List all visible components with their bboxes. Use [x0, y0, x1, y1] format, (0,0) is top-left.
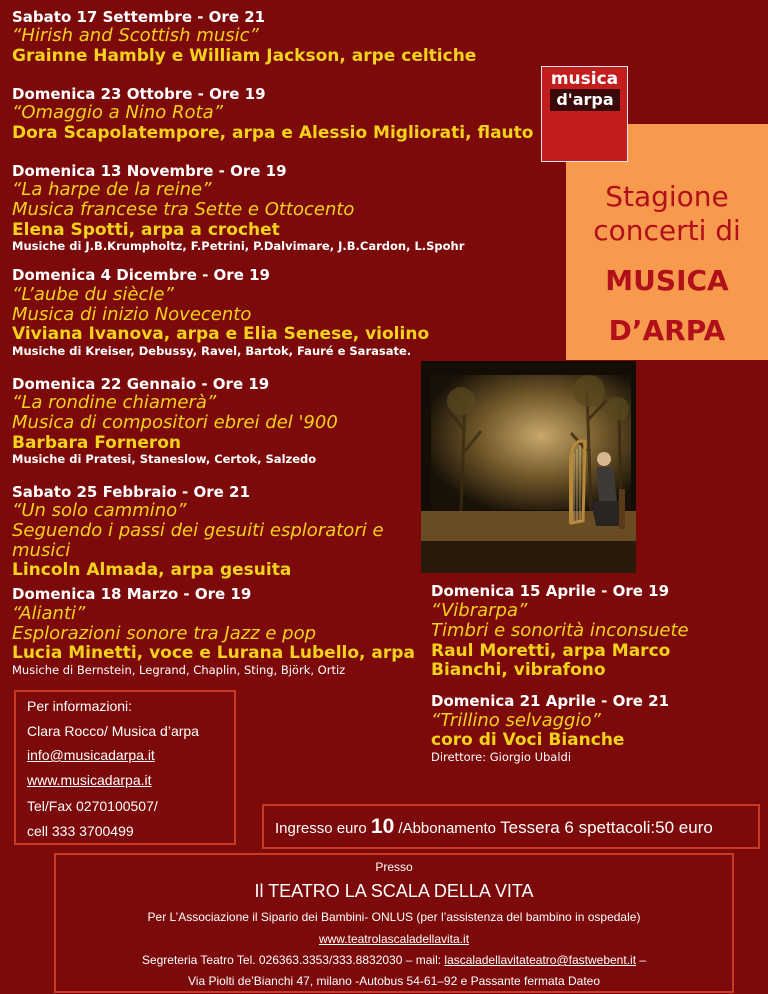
info-heading: Per informazioni:	[27, 698, 133, 714]
event-title: “La harpe de la reine”	[12, 179, 212, 200]
price-text-c: /Abbonamento	[394, 820, 501, 837]
event-title: “Vibrarpa”	[431, 600, 528, 621]
price-text-d: Tessera 6 spettacoli:	[500, 818, 656, 837]
price-text-a: Ingresso euro	[275, 820, 371, 837]
event-subtitle: Timbri e sonorità inconsuete	[431, 620, 689, 641]
event-title: “Alianti”	[12, 603, 86, 624]
venue-secretary-text: Segreteria Teatro Tel. 026363.3353/333.8832030 – mail:	[141, 953, 445, 967]
event-notes: Musiche di J.B.Krumpholtz, F.Petrini, P.Dalvimare, J.B.Cardon, L.Spohr	[12, 239, 465, 253]
event-performers: coro di Voci Bianche	[431, 730, 625, 750]
info-email-link[interactable]: info@musicadarpa.it	[27, 747, 155, 763]
event-title: “Hirish and Scottish music”	[12, 25, 259, 46]
price-subscription-value: 50	[655, 818, 675, 837]
event-notes: Musiche di Pratesi, Staneslow, Certok, Salzedo	[12, 452, 317, 466]
event-title: “La rondine chiamerà”	[12, 392, 217, 413]
event-date: Sabato 25 Febbraio - Ore 21	[12, 483, 250, 501]
price-text-f: euro	[674, 818, 713, 837]
logo-line-1: musica	[542, 69, 627, 89]
event-performers: Lincoln Almada, arpa gesuita	[12, 560, 292, 580]
event-subtitle: Musica francese tra Sette e Ottocento	[12, 199, 355, 220]
info-website-link[interactable]: www.musicadarpa.it	[27, 772, 152, 788]
event-date: Domenica 4 Dicembre - Ore 19	[12, 266, 270, 284]
price-ticket-value: 10	[370, 815, 395, 838]
info-phone: Tel/Fax 0270100507/	[27, 798, 158, 814]
event-performers: Viviana Ivanova, arpa e Elia Senese, violino	[12, 324, 430, 344]
event-date: Domenica 23 Ottobre - Ore 19	[12, 85, 266, 103]
venue-secretary	[54, 953, 734, 967]
harpist-photo	[421, 361, 636, 573]
logo-line-2: d'arpa	[550, 89, 620, 111]
event-title: “Un solo cammino”	[12, 500, 187, 521]
event-date: Domenica 15 Aprile - Ore 19	[431, 582, 670, 600]
season-line-4: D’ARPA	[608, 314, 726, 347]
info-contact: Clara Rocco/ Musica d’arpa	[27, 723, 199, 739]
event-subtitle: Musica di inizio Novecento	[12, 304, 252, 325]
event-title: “Omaggio a Nino Rota”	[12, 102, 223, 123]
event-subtitle-cont: musici	[12, 540, 71, 561]
event-date: Sabato 17 Settembre - Ore 21	[12, 8, 266, 26]
event-date: Domenica 22 Gennaio - Ore 19	[12, 375, 270, 393]
musica-darpa-logo	[541, 66, 628, 162]
harpist-stage-image	[421, 361, 636, 573]
event-notes: Musiche di Kreiser, Debussy, Ravel, Bartok, Fauré e Sarasate.	[12, 344, 412, 358]
info-cell: cell 333 3700499	[27, 823, 134, 839]
venue-presso: Presso	[375, 860, 413, 874]
event-date: Domenica 21 Aprile - Ore 21	[431, 692, 670, 710]
venue-website-link[interactable]: www.teatrolascaladellavita.it	[318, 932, 470, 946]
event-subtitle: Esplorazioni sonore tra Jazz e pop	[12, 623, 317, 644]
event-date: Domenica 18 Marzo - Ore 19	[12, 585, 252, 603]
event-performers: Grainne Hambly e William Jackson, arpe celtiche	[12, 46, 477, 66]
event-performers: Raul Moretti, arpa Marco	[431, 641, 671, 661]
event-notes: Direttore: Giorgio Ubaldi	[431, 750, 572, 764]
event-title: “L’aube du siècle”	[12, 284, 174, 305]
venue-name: Il TEATRO LA SCALA DELLA VITA	[254, 881, 534, 901]
event-performers-cont: Bianchi, vibrafono	[431, 660, 606, 680]
event-subtitle: Musica di compositori ebrei del '900	[12, 412, 338, 433]
event-performers: Barbara Forneron	[12, 433, 182, 453]
price-line	[275, 815, 713, 839]
season-line-3: MUSICA	[605, 264, 729, 297]
event-date: Domenica 13 Novembre - Ore 19	[12, 162, 287, 180]
event-subtitle: Seguendo i passi dei gesuiti esploratori e	[12, 520, 384, 541]
season-line-2: concerti di	[593, 214, 741, 247]
venue-association: Per L’Associazione il Sipario dei Bambini- ONLUS (per l’assistenza del bambino in ospedale)	[147, 910, 641, 924]
event-title: “Trillino selvaggio”	[431, 710, 601, 731]
event-notes: Musiche di Bernstein, Legrand, Chaplin, Sting, Björk, Ortiz	[12, 663, 346, 677]
season-line-1: Stagione	[605, 180, 729, 213]
venue-address: Via Piolti de’Bianchi 47, milano -Autobus 54-61–92 e Passante fermata Dateo	[187, 974, 601, 988]
event-performers: Elena Spotti, arpa a crochet	[12, 220, 280, 240]
event-performers: Dora Scapolatempore, arpa e Alessio Migliorati, flauto	[12, 123, 534, 143]
venue-secretary-end: –	[636, 953, 647, 967]
event-performers: Lucia Minetti, voce e Lurana Lubello, arpa	[12, 643, 415, 663]
venue-email-link[interactable]: lascaladellavitateatro@fastwebent.it	[444, 953, 637, 967]
